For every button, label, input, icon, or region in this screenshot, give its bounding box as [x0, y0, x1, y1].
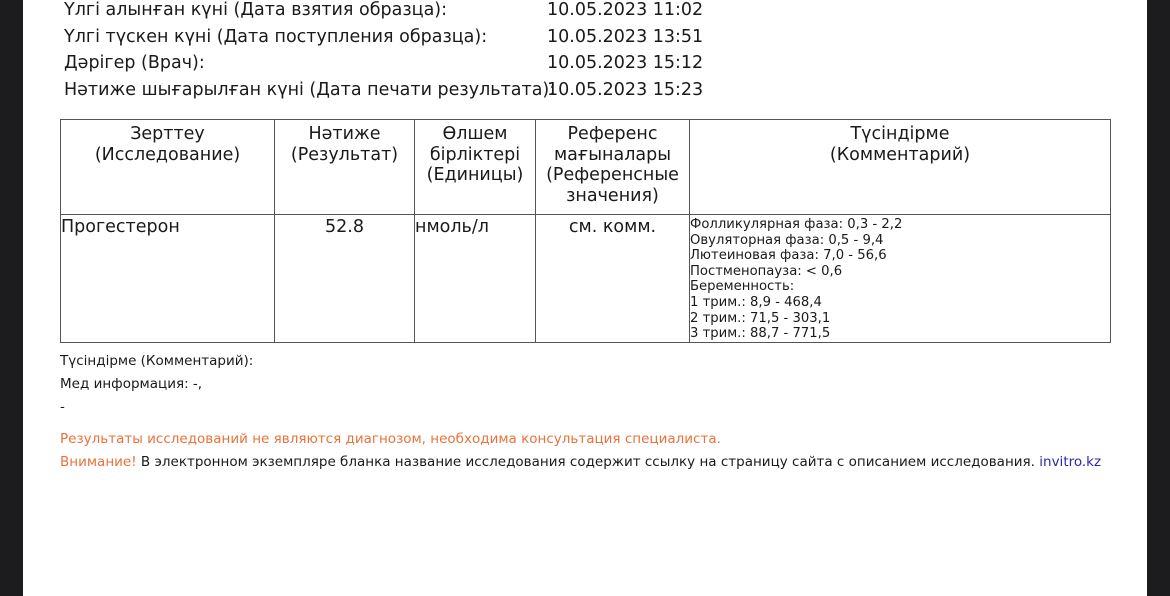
attention-label: Внимание!	[60, 454, 137, 470]
disclaimer: Результаты исследований не являются диагнозом, необходима консультация специалиста.	[60, 431, 721, 447]
comment-line: Фолликулярная фаза: 0,3 - 2,2	[690, 217, 903, 232]
meta-label: Дәрігер (Врач):	[64, 53, 205, 73]
cell-study[interactable]	[61, 215, 275, 343]
comment-line: Лютеиновая фаза: 7,0 - 56,6	[690, 248, 887, 264]
meta-label: Үлгі түскен күні (Дата поступления образца):	[64, 26, 488, 47]
dash-line: -	[60, 399, 65, 415]
meta-value: 10.05.2023 13:51	[547, 26, 704, 47]
comment-line: 2 трим.: 71,5 - 303,1	[690, 310, 831, 326]
header-comment: Түсіндірме (Комментарий)	[690, 120, 1111, 215]
meta-label: Үлгі алынған күні (Дата взятия образца):	[64, 0, 448, 20]
results-table	[60, 119, 1111, 343]
attention-line	[60, 451, 1101, 474]
cell-comment	[690, 215, 1111, 343]
table-header-row	[61, 120, 1111, 215]
comment-line: 1 трим.: 8,9 - 468,4	[690, 294, 822, 310]
comment-line: Овуляторная фаза: 0,5 - 9,4	[690, 232, 884, 248]
header-study: Зерттеу (Исследование)	[61, 120, 275, 215]
comment-line: Беременность:	[690, 279, 795, 295]
med-info: Мед информация: -,	[60, 376, 203, 392]
cell-units: нмоль/л	[415, 215, 536, 343]
site-link[interactable]: invitro.kz	[1039, 454, 1102, 470]
meta-value: 10.05.2023 15:12	[547, 53, 704, 73]
meta-label: Нәтиже шығарылған күні (Дата печати результата):	[64, 79, 556, 100]
meta-value: 10.05.2023 11:02	[547, 0, 704, 20]
study-link[interactable]: Прогестерон	[61, 217, 180, 237]
comment-line: Постменопауза: < 0,6	[690, 263, 843, 279]
cell-reference: см. комм.	[536, 215, 690, 343]
meta-value: 10.05.2023 15:23	[547, 79, 704, 100]
table-row	[61, 215, 1111, 343]
comment-line: 3 трим.: 88,7 - 771,5	[690, 326, 831, 342]
attention-text: В электронном экземпляре бланка название исследования содержит ссылку на страницу сайта с описанием исследования.	[136, 454, 1040, 470]
comment-label: Түсіндірме (Комментарий):	[60, 353, 254, 369]
header-result: Нәтиже (Результат)	[275, 120, 415, 215]
header-reference: Референс мағыналары (Референсные значения)	[536, 120, 690, 215]
footer-notes	[60, 350, 1101, 474]
cell-result: 52.8	[275, 215, 415, 343]
header-units: Өлшем бірліктері (Единицы)	[415, 120, 536, 215]
